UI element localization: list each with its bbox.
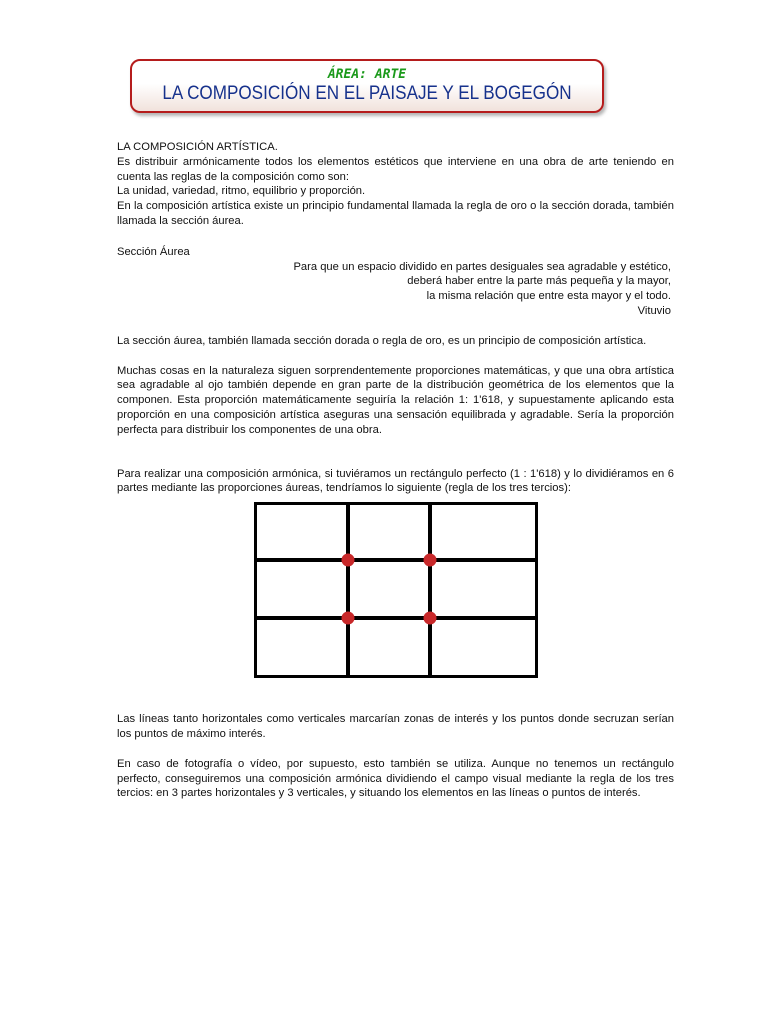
interest-point bbox=[424, 612, 437, 625]
section-heading-composicion: LA COMPOSICIÓN ARTÍSTICA. bbox=[117, 141, 278, 153]
document-body bbox=[117, 140, 674, 801]
area-label: ÁREA: ARTE bbox=[327, 67, 407, 82]
interest-point bbox=[342, 612, 355, 625]
nature-proportions-paragraph: Muchas cosas en la naturaleza siguen sorprendentemente proporciones matemáticas, y que una obra artística sea agradable al ojo también depende en gran parte de la distribución geométrica de los elementos que la componen. Esta proporción matemáticamente seguiría la relación 1: 1'618, y supuestamente aplicando esta proporción en una composición artística aseguras una sensación equilibrada y agradable. Sería la proporción perfecta para distribuir los componentes de una obra. bbox=[117, 364, 674, 436]
quote-line-3: la misma relación que entre esta mayor y el todo. bbox=[426, 290, 671, 303]
section-heading-aurea: Sección Áurea bbox=[117, 245, 190, 258]
interest-zones-paragraph: Las líneas tanto horizontales como verticales marcarían zonas de interés y los puntos donde secruzan serían los puntos de máximo interés. bbox=[117, 713, 674, 740]
photography-paragraph: En caso de fotografía o vídeo, por supuesto, esto también se utiliza. Aunque no tenemos un rectángulo perfecto, conseguiremos una composición armónica dividiendo el campo visual mediante la regla de los tres tercios: en 3 partes horizontales y 3 verticales, y situando los elementos en las líneas o puntos de interés. bbox=[117, 757, 674, 800]
interest-point bbox=[342, 554, 355, 567]
quote-line-2: deberá haber entre la parte más pequeña y la mayor, bbox=[407, 275, 671, 288]
quote-author: Vituvio bbox=[637, 304, 671, 317]
header-banner bbox=[130, 59, 604, 113]
definition-paragraph: Es distribuir armónicamente todos los elementos estéticos que interviene en una obra de arte teniendo en cuenta las reglas de la composición como son: bbox=[117, 155, 674, 183]
interest-point bbox=[424, 554, 437, 567]
quote-line-1: Para que un espacio dividido en partes desiguales sea agradable y estético, bbox=[293, 260, 671, 273]
aurea-definition-paragraph: La sección áurea, también llamada sección dorada o regla de oro, es un principio de composición artística. bbox=[117, 334, 647, 347]
document-title: LA COMPOSICIÓN EN EL PAISAJE Y EL BOGEGÓN bbox=[162, 83, 572, 104]
rule-of-thirds-grid bbox=[254, 502, 538, 678]
rule-of-thirds-figure bbox=[117, 496, 674, 712]
harmonic-composition-paragraph: Para realizar una composición armónica, si tuviéramos un rectángulo perfecto (1 : 1'618) y lo dividiéramos en 6 partes mediante las proporciones áureas, tendríamos lo siguiente (regla de los tres tercios): bbox=[117, 467, 674, 495]
elements-list: La unidad, variedad, ritmo, equilibrio y proporción. bbox=[117, 185, 366, 198]
golden-rule-paragraph: En la composición artística existe un principio fundamental llamada la regla de oro o la sección dorada, también llamada la sección áurea. bbox=[117, 200, 674, 227]
grid-outer-frame bbox=[256, 504, 537, 677]
